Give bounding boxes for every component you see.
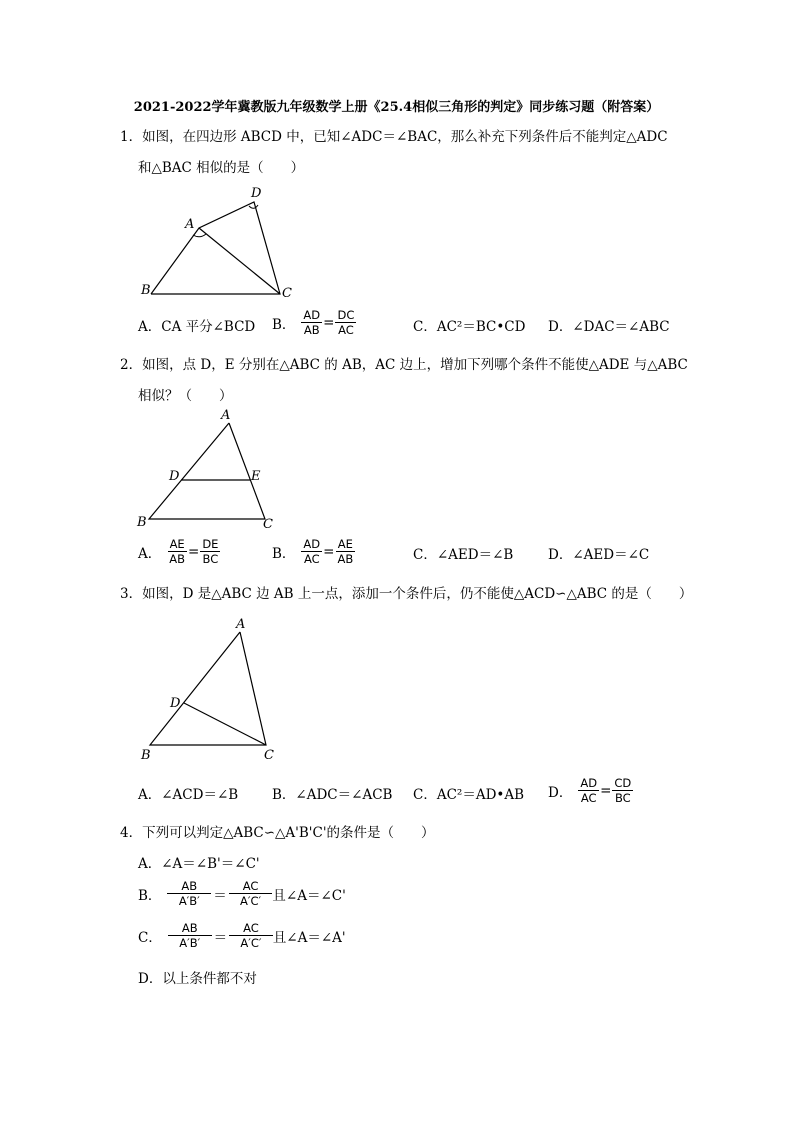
q3-option-d-label: D． (548, 784, 573, 801)
frac-denominator: AC (338, 323, 354, 338)
q3-option-d (548, 776, 633, 806)
frac-numerator: AC (229, 921, 273, 936)
equals-sign: = (600, 782, 612, 799)
frac-numerator: AC (229, 879, 273, 894)
frac-denominator: AC (303, 552, 320, 567)
frac-denominator: AC (580, 791, 597, 806)
q1-stem-line1: 1．如图，在四边形 ABCD 中，已知∠ADC＝∠BAC，那么补充下列条件后不能判定△ADC (120, 129, 668, 145)
frac-denominator: A′C′ (240, 936, 262, 951)
q4-option-b-label: B． (138, 887, 162, 904)
frac-numerator: AD (303, 308, 321, 322)
q1-stem-line2: 和△BAC 相似的是（ ） (138, 160, 305, 176)
q3-figure (130, 612, 290, 764)
q2-option-b-frac1 (301, 537, 322, 567)
equals-sign: = (323, 314, 335, 331)
q2-label-D: D (169, 469, 180, 484)
q3-label-B: B (141, 748, 151, 763)
q2-option-d: D．∠AED＝∠C (548, 547, 650, 563)
q1-option-c: C．AC²＝BC•CD (413, 319, 526, 335)
q2-option-b-label: B． (272, 545, 296, 562)
q4-stem-line1: 4．下列可以判定△ABC∽△A'B'C'的条件是（ ） (120, 825, 435, 841)
frac-numerator: AD (580, 776, 598, 790)
q3-option-d-frac1 (578, 776, 599, 806)
frac-numerator: AB (167, 879, 211, 894)
q1-label-D: D (251, 186, 262, 201)
q3-option-c: C．AC²＝AD•AB (413, 787, 525, 803)
q4-option-b-frac2 (229, 879, 273, 909)
q3-option-a: A．∠ACD＝∠B (138, 787, 239, 803)
q2-option-c: C．∠AED＝∠B (413, 547, 514, 563)
page-title: 2021-2022学年冀教版九年级数学上册《25.4相似三角形的判定》同步练习题（附答案） (133, 100, 660, 115)
q4-option-b-frac1 (167, 879, 211, 909)
q2-option-a (138, 537, 220, 567)
frac-numerator: DC (337, 308, 355, 322)
q2-option-a-frac1 (167, 537, 187, 567)
q4-option-c-frac2 (229, 921, 273, 951)
q4-option-c (138, 921, 346, 951)
q2-option-a-label: A． (138, 545, 162, 562)
q1-option-b-label: B． (272, 316, 296, 333)
q1-label-C: C (282, 286, 292, 301)
frac-denominator: BC (614, 791, 631, 806)
q2-option-a-frac2 (200, 537, 220, 567)
q1-option-d: D．∠DAC＝∠ABC (548, 319, 670, 335)
q2-label-B: B (137, 515, 147, 530)
equals-sign: = (188, 543, 200, 560)
q1-option-b (272, 308, 356, 338)
q2-figure (130, 406, 290, 532)
q2-label-A: A (221, 408, 231, 423)
frac-numerator: AD (303, 537, 321, 551)
q2-label-E: E (251, 469, 261, 484)
frac-denominator: A′B′ (179, 936, 201, 951)
q1-option-b-frac2 (335, 308, 356, 338)
q1-label-B: B (141, 283, 151, 298)
q2-stem-line1: 2．如图，点 D，E 分别在△ABC 的 AB，AC 边上，增加下列哪个条件不能使△ADE 与△ABC (120, 357, 688, 373)
q3-stem-line1: 3．如图，D 是△ABC 边 AB 上一点，添加一个条件后，仍不能使△ACD∽△ABC 的是（ ） (120, 586, 693, 602)
q4-option-c-condition: 且∠A＝∠A' (272, 929, 346, 946)
frac-denominator: BC (202, 552, 219, 567)
q2-option-b-frac2 (335, 537, 355, 567)
q1-label-A: A (185, 217, 195, 232)
frac-denominator: AB (337, 552, 354, 567)
q3-option-d-frac2 (612, 776, 633, 806)
q3-label-C: C (264, 748, 274, 763)
equals-sign: ＝ (213, 929, 228, 946)
q3-label-D: D (170, 696, 181, 711)
equals-sign: ＝ (213, 887, 227, 904)
q1-option-b-frac1 (301, 308, 322, 338)
q4-option-b-condition: 且∠A＝∠C' (272, 887, 346, 904)
q4-option-d: D．以上条件都不对 (138, 971, 257, 987)
equals-sign: = (323, 543, 335, 560)
q2-option-b (272, 537, 355, 567)
frac-numerator: AE (169, 537, 185, 551)
q4-option-c-label: C． (138, 929, 162, 946)
frac-denominator: A′B′ (178, 894, 200, 909)
frac-denominator: AB (169, 552, 186, 567)
q3-label-A: A (236, 617, 246, 632)
q4-option-c-frac1 (168, 921, 212, 951)
q3-option-b: B．∠ADC＝∠ACB (272, 787, 393, 803)
q1-option-a: A．CA 平分∠BCD (138, 319, 256, 335)
frac-numerator: DE (202, 537, 219, 551)
q2-label-C: C (263, 517, 273, 532)
frac-denominator: A′C′ (239, 894, 262, 909)
frac-numerator: AB (168, 921, 212, 936)
q1-figure (130, 182, 310, 302)
q2-stem-line2: 相似？（ ） (138, 388, 233, 404)
q4-option-b (138, 879, 346, 909)
q4-option-a: A．∠A＝∠B'＝∠C' (138, 856, 260, 872)
frac-numerator: AE (337, 537, 353, 551)
frac-denominator: AB (303, 323, 320, 338)
frac-numerator: CD (614, 776, 632, 790)
